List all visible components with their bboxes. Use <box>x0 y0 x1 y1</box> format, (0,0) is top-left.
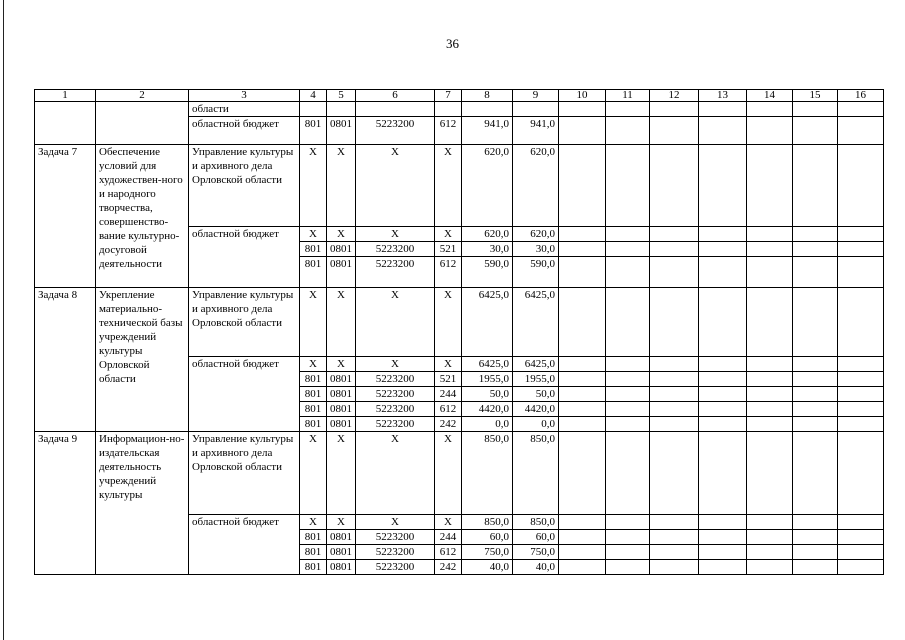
empty-col-13 <box>699 432 747 515</box>
empty-col-10 <box>559 227 606 242</box>
task-label: Задача 8 <box>35 288 96 432</box>
empty-col-14 <box>747 242 793 257</box>
kbk-vr: 612 <box>435 257 462 288</box>
empty-col-11 <box>606 432 650 515</box>
kbk-csr: 5223200 <box>356 387 435 402</box>
column-number-1: 1 <box>35 90 96 102</box>
empty-col-14 <box>747 545 793 560</box>
empty-col-13 <box>699 242 747 257</box>
empty-col-16 <box>838 145 884 227</box>
empty-col-14 <box>747 417 793 432</box>
empty-col-13 <box>699 387 747 402</box>
column-number-5: 5 <box>327 90 356 102</box>
empty-col-13 <box>699 417 747 432</box>
column-number-15: 15 <box>793 90 838 102</box>
empty-col-16 <box>838 257 884 288</box>
kbk-vr: Х <box>435 515 462 530</box>
page-number: 36 <box>446 36 459 51</box>
empty-col-5 <box>327 102 356 117</box>
column-number-11: 11 <box>606 90 650 102</box>
empty-col-16 <box>838 402 884 417</box>
empty-col-12 <box>650 515 699 530</box>
budget-label: областной бюджет <box>189 515 300 575</box>
amount-year: 1955,0 <box>513 372 559 387</box>
empty-col-10 <box>559 402 606 417</box>
empty-col-16 <box>838 387 884 402</box>
kbk-csr: Х <box>356 145 435 227</box>
empty-col-12 <box>650 432 699 515</box>
empty-col-15 <box>793 227 838 242</box>
empty-col-14 <box>747 288 793 357</box>
empty-col-15 <box>793 242 838 257</box>
empty-col-16 <box>838 102 884 117</box>
empty-col-15 <box>793 102 838 117</box>
empty-col-13 <box>699 402 747 417</box>
empty-col-10 <box>559 372 606 387</box>
kbk-vr: Х <box>435 145 462 227</box>
kbk-vedomstvo: 801 <box>300 560 327 575</box>
amount-total: 0,0 <box>462 417 513 432</box>
empty-col-11 <box>606 145 650 227</box>
kbk-vr: Х <box>435 432 462 515</box>
amount-year: 6425,0 <box>513 357 559 372</box>
empty-col-10 <box>559 515 606 530</box>
empty-col-12 <box>650 288 699 357</box>
carry-row <box>35 102 884 117</box>
empty-col-11 <box>606 288 650 357</box>
kbk-csr: Х <box>356 227 435 242</box>
amount-year: 590,0 <box>513 257 559 288</box>
kbk-csr: Х <box>356 288 435 357</box>
empty-col-11 <box>606 102 650 117</box>
kbk-razdel: 0801 <box>327 417 356 432</box>
column-number-16: 16 <box>838 90 884 102</box>
empty-col-12 <box>650 545 699 560</box>
empty-col-12 <box>650 242 699 257</box>
kbk-vedomstvo: 801 <box>300 257 327 288</box>
kbk-razdel: 0801 <box>327 530 356 545</box>
kbk-vedomstvo: 801 <box>300 417 327 432</box>
empty-col-11 <box>606 242 650 257</box>
empty-col-11 <box>606 387 650 402</box>
empty-col-15 <box>793 288 838 357</box>
empty-col-10 <box>559 387 606 402</box>
empty-col-16 <box>838 417 884 432</box>
empty-col-4 <box>300 102 327 117</box>
empty-col-10 <box>559 257 606 288</box>
amount-total: 590,0 <box>462 257 513 288</box>
column-number-3: 3 <box>189 90 300 102</box>
empty-col-12 <box>650 357 699 372</box>
empty-col-16 <box>838 242 884 257</box>
amount-year: 850,0 <box>513 515 559 530</box>
empty-col-11 <box>606 417 650 432</box>
kbk-razdel: 0801 <box>327 402 356 417</box>
kbk-vedomstvo: Х <box>300 432 327 515</box>
kbk-vr: 244 <box>435 530 462 545</box>
page-left-rule <box>3 0 4 640</box>
amount-year: 620,0 <box>513 145 559 227</box>
task7-executor-row <box>35 145 884 227</box>
column-number-6: 6 <box>356 90 435 102</box>
kbk-csr: 5223200 <box>356 530 435 545</box>
empty-col-14 <box>747 560 793 575</box>
kbk-razdel: 0801 <box>327 242 356 257</box>
empty-col-10 <box>559 357 606 372</box>
kbk-razdel: Х <box>327 432 356 515</box>
empty-col-11 <box>606 560 650 575</box>
column-number-7: 7 <box>435 90 462 102</box>
empty-col-9 <box>513 102 559 117</box>
empty-col-13 <box>699 515 747 530</box>
empty-col-15 <box>793 417 838 432</box>
empty-col-14 <box>747 372 793 387</box>
kbk-vedomstvo: 801 <box>300 530 327 545</box>
empty-col-12 <box>650 227 699 242</box>
kbk-razdel: 0801 <box>327 117 356 145</box>
kbk-vedomstvo: Х <box>300 145 327 227</box>
empty-col-16 <box>838 560 884 575</box>
empty-col-12 <box>650 402 699 417</box>
amount-year: 0,0 <box>513 417 559 432</box>
amount-year: 941,0 <box>513 117 559 145</box>
empty-col-15 <box>793 432 838 515</box>
amount-total: 941,0 <box>462 117 513 145</box>
empty-col-10 <box>559 288 606 357</box>
kbk-vr: 242 <box>435 417 462 432</box>
empty-col-16 <box>838 288 884 357</box>
empty-col-13 <box>699 117 747 145</box>
kbk-csr: 5223200 <box>356 417 435 432</box>
empty-col-11 <box>606 402 650 417</box>
empty-col-14 <box>747 515 793 530</box>
empty-col-16 <box>838 515 884 530</box>
empty-col-16 <box>838 545 884 560</box>
empty-col-11 <box>606 530 650 545</box>
empty-col-12 <box>650 145 699 227</box>
empty-col-14 <box>747 402 793 417</box>
kbk-csr: Х <box>356 515 435 530</box>
empty-col-12 <box>650 387 699 402</box>
empty-col-10 <box>559 417 606 432</box>
empty-col-10 <box>559 560 606 575</box>
empty-col-11 <box>606 545 650 560</box>
column-number-13: 13 <box>699 90 747 102</box>
kbk-csr: Х <box>356 432 435 515</box>
kbk-vr: 612 <box>435 545 462 560</box>
kbk-vedomstvo: Х <box>300 288 327 357</box>
kbk-razdel: 0801 <box>327 372 356 387</box>
empty-col-13 <box>699 372 747 387</box>
empty-col-12 <box>650 560 699 575</box>
empty-col-12 <box>650 372 699 387</box>
budget-table <box>34 89 884 575</box>
column-number-12: 12 <box>650 90 699 102</box>
task-title: Укрепление материально-технической базы учреждений культуры Орловской области <box>96 288 189 432</box>
kbk-razdel: Х <box>327 357 356 372</box>
empty-col-16 <box>838 530 884 545</box>
empty-col-15 <box>793 530 838 545</box>
amount-total: 50,0 <box>462 387 513 402</box>
task-label: Задача 7 <box>35 145 96 288</box>
kbk-vedomstvo: 801 <box>300 387 327 402</box>
empty-col-10 <box>559 117 606 145</box>
kbk-vedomstvo: 801 <box>300 402 327 417</box>
column-number-2: 2 <box>96 90 189 102</box>
kbk-vedomstvo: 801 <box>300 242 327 257</box>
empty-col-16 <box>838 357 884 372</box>
empty-col-10 <box>559 530 606 545</box>
empty-col-8 <box>462 102 513 117</box>
empty-col-7 <box>435 102 462 117</box>
empty-col-13 <box>699 545 747 560</box>
kbk-csr: 5223200 <box>356 560 435 575</box>
empty-col-13 <box>699 145 747 227</box>
budget-label: областной бюджет <box>189 117 300 145</box>
task-label <box>35 102 96 145</box>
kbk-razdel: Х <box>327 227 356 242</box>
kbk-vedomstvo: 801 <box>300 545 327 560</box>
empty-col-11 <box>606 515 650 530</box>
empty-col-10 <box>559 432 606 515</box>
empty-col-14 <box>747 530 793 545</box>
amount-year: 60,0 <box>513 530 559 545</box>
executor-name: Управление культуры и архивного дела Орловской области <box>189 432 300 515</box>
empty-col-13 <box>699 357 747 372</box>
column-number-9: 9 <box>513 90 559 102</box>
empty-col-10 <box>559 242 606 257</box>
budget-label: областной бюджет <box>189 227 300 288</box>
kbk-vedomstvo: Х <box>300 515 327 530</box>
empty-col-16 <box>838 372 884 387</box>
header-row <box>35 90 884 102</box>
task-title: Информацион-но-издательская деятельность учреждений культуры <box>96 432 189 575</box>
executor-cell: области <box>189 102 300 117</box>
kbk-csr: 5223200 <box>356 402 435 417</box>
kbk-csr: 5223200 <box>356 117 435 145</box>
amount-total: 750,0 <box>462 545 513 560</box>
empty-col-13 <box>699 288 747 357</box>
amount-year: 40,0 <box>513 560 559 575</box>
amount-year: 750,0 <box>513 545 559 560</box>
amount-total: 620,0 <box>462 227 513 242</box>
kbk-csr: Х <box>356 357 435 372</box>
amount-total: 850,0 <box>462 432 513 515</box>
empty-col-11 <box>606 372 650 387</box>
amount-total: 60,0 <box>462 530 513 545</box>
amount-year: 50,0 <box>513 387 559 402</box>
task9-executor-row <box>35 432 884 515</box>
kbk-razdel: Х <box>327 288 356 357</box>
executor-name: Управление культуры и архивного дела Орловской области <box>189 145 300 227</box>
kbk-vedomstvo: Х <box>300 227 327 242</box>
amount-total: 4420,0 <box>462 402 513 417</box>
executor-name: Управление культуры и архивного дела Орловской области <box>189 288 300 357</box>
amount-year: 620,0 <box>513 227 559 242</box>
budget-label: областной бюджет <box>189 357 300 432</box>
kbk-vr: 242 <box>435 560 462 575</box>
empty-col-15 <box>793 560 838 575</box>
empty-col-15 <box>793 545 838 560</box>
kbk-vr: Х <box>435 357 462 372</box>
empty-col-11 <box>606 227 650 242</box>
empty-col-15 <box>793 357 838 372</box>
empty-col-12 <box>650 257 699 288</box>
empty-col-12 <box>650 117 699 145</box>
empty-col-14 <box>747 257 793 288</box>
task-title <box>96 102 189 145</box>
kbk-vr: 521 <box>435 372 462 387</box>
amount-total: 30,0 <box>462 242 513 257</box>
empty-col-14 <box>747 357 793 372</box>
empty-col-14 <box>747 102 793 117</box>
kbk-razdel: 0801 <box>327 560 356 575</box>
amount-year: 4420,0 <box>513 402 559 417</box>
kbk-razdel: 0801 <box>327 257 356 288</box>
kbk-vr: 612 <box>435 402 462 417</box>
empty-col-6 <box>356 102 435 117</box>
task-label: Задача 9 <box>35 432 96 575</box>
amount-year: 6425,0 <box>513 288 559 357</box>
amount-year: 850,0 <box>513 432 559 515</box>
column-number-10: 10 <box>559 90 606 102</box>
kbk-razdel: Х <box>327 145 356 227</box>
empty-col-15 <box>793 257 838 288</box>
kbk-vedomstvo: 801 <box>300 372 327 387</box>
empty-col-15 <box>793 515 838 530</box>
empty-col-15 <box>793 387 838 402</box>
amount-total: 1955,0 <box>462 372 513 387</box>
empty-col-15 <box>793 117 838 145</box>
kbk-vedomstvo: 801 <box>300 117 327 145</box>
empty-col-10 <box>559 145 606 227</box>
empty-col-16 <box>838 432 884 515</box>
amount-year: 30,0 <box>513 242 559 257</box>
empty-col-13 <box>699 227 747 242</box>
empty-col-16 <box>838 117 884 145</box>
kbk-csr: 5223200 <box>356 545 435 560</box>
amount-total: 620,0 <box>462 145 513 227</box>
kbk-csr: 5223200 <box>356 242 435 257</box>
amount-total: 850,0 <box>462 515 513 530</box>
empty-col-14 <box>747 227 793 242</box>
empty-col-14 <box>747 387 793 402</box>
empty-col-12 <box>650 102 699 117</box>
kbk-csr: 5223200 <box>356 372 435 387</box>
kbk-vr: Х <box>435 227 462 242</box>
empty-col-13 <box>699 530 747 545</box>
kbk-razdel: 0801 <box>327 387 356 402</box>
empty-col-12 <box>650 530 699 545</box>
amount-total: 40,0 <box>462 560 513 575</box>
empty-col-14 <box>747 145 793 227</box>
kbk-razdel: Х <box>327 515 356 530</box>
amount-total: 6425,0 <box>462 357 513 372</box>
amount-total: 6425,0 <box>462 288 513 357</box>
kbk-razdel: 0801 <box>327 545 356 560</box>
kbk-vr: 612 <box>435 117 462 145</box>
kbk-vedomstvo: Х <box>300 357 327 372</box>
kbk-vr: 244 <box>435 387 462 402</box>
task8-executor-row <box>35 288 884 357</box>
empty-col-14 <box>747 117 793 145</box>
empty-col-14 <box>747 432 793 515</box>
empty-col-15 <box>793 372 838 387</box>
empty-col-12 <box>650 417 699 432</box>
empty-col-15 <box>793 402 838 417</box>
column-number-8: 8 <box>462 90 513 102</box>
kbk-vr: 521 <box>435 242 462 257</box>
empty-col-13 <box>699 102 747 117</box>
empty-col-13 <box>699 560 747 575</box>
empty-col-16 <box>838 227 884 242</box>
task-title: Обеспечение условий для художествен-ного и народного творчества, совершенство-вание культурно-досуговой деятельности <box>96 145 189 288</box>
column-number-4: 4 <box>300 90 327 102</box>
empty-col-13 <box>699 257 747 288</box>
empty-col-10 <box>559 102 606 117</box>
column-number-14: 14 <box>747 90 793 102</box>
empty-col-10 <box>559 545 606 560</box>
empty-col-11 <box>606 257 650 288</box>
empty-col-11 <box>606 117 650 145</box>
empty-col-11 <box>606 357 650 372</box>
kbk-csr: 5223200 <box>356 257 435 288</box>
empty-col-15 <box>793 145 838 227</box>
kbk-vr: Х <box>435 288 462 357</box>
